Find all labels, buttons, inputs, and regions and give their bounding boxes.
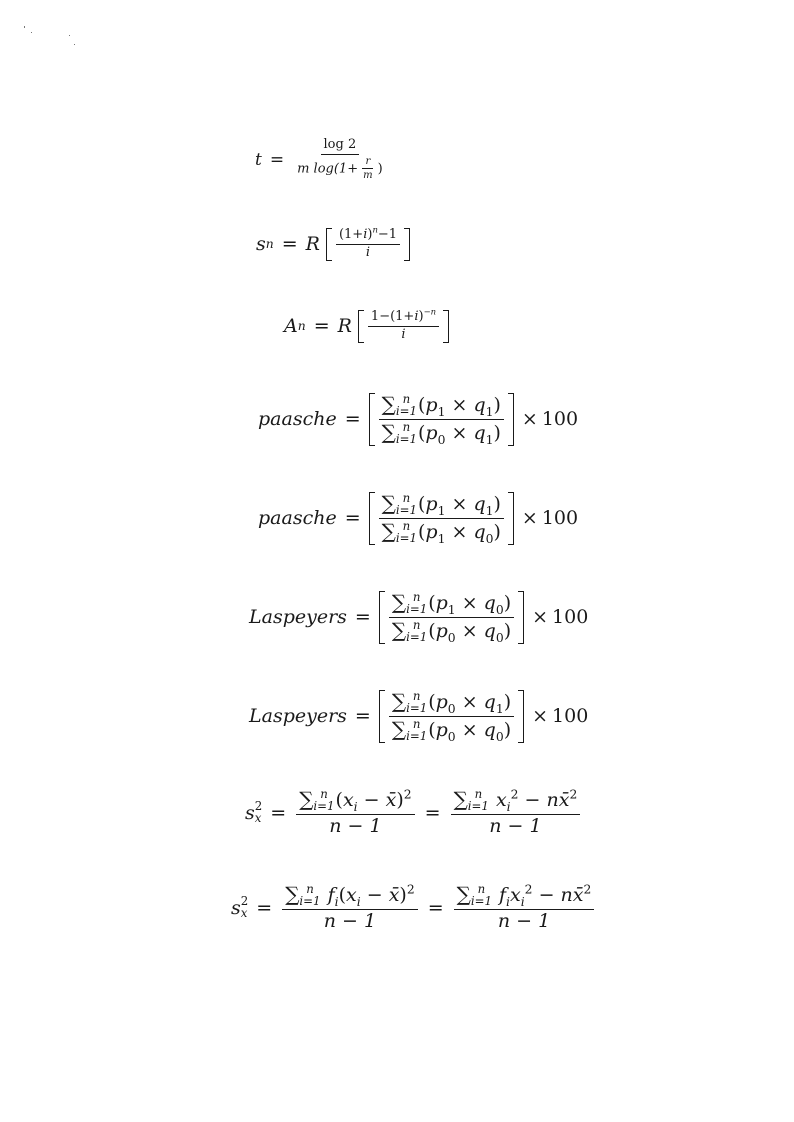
q-sub: 0 <box>485 531 494 546</box>
denominator: i <box>401 326 406 342</box>
sum-upper: n <box>402 519 411 533</box>
var-f: f <box>327 884 335 906</box>
paren: ( <box>417 421 426 444</box>
square-bracket <box>379 591 524 644</box>
sum-upper: n <box>474 787 483 802</box>
sum-upper: n <box>402 491 411 506</box>
coefficient: R <box>337 315 352 338</box>
lhs: Laspeyers <box>249 705 347 728</box>
times-sign: × <box>532 606 549 629</box>
paren: ( <box>417 394 426 416</box>
paren: ) <box>493 394 501 416</box>
coefficient: R <box>305 233 320 256</box>
numerator <box>296 788 414 815</box>
denominator <box>389 717 514 743</box>
fraction <box>389 690 514 743</box>
square: 2 <box>403 787 412 802</box>
square-bracket <box>369 393 514 446</box>
numerator-head: 1−(1+ <box>370 309 415 324</box>
equals-sign: = <box>354 705 371 728</box>
times: × <box>451 421 468 444</box>
f-sub: i <box>334 894 339 909</box>
left-bracket <box>369 492 375 545</box>
numerator <box>389 690 514 717</box>
sum-lower: i=1 <box>470 894 492 908</box>
denominator: n − 1 <box>497 909 551 932</box>
var-p: p <box>435 592 448 614</box>
inner-numerator: r <box>362 156 373 170</box>
q-sub: 1 <box>485 404 494 419</box>
var-n: n <box>546 789 559 811</box>
numerator <box>389 591 514 618</box>
p-sub: 0 <box>447 701 456 716</box>
times-sign: × <box>521 507 538 530</box>
equals-sign: = <box>269 149 285 170</box>
paren: ( <box>338 884 346 906</box>
scan-speck <box>24 26 25 28</box>
p-sub: 0 <box>437 432 446 447</box>
equals-sign: = <box>427 896 444 919</box>
sum-icon: ∑ <box>299 787 314 811</box>
fraction-1 <box>296 788 414 838</box>
times: × <box>461 592 478 614</box>
left-bracket <box>379 690 385 743</box>
sum-limits <box>406 592 427 616</box>
times: × <box>451 394 468 416</box>
paren: ) <box>399 884 407 906</box>
paren: ( <box>428 718 436 741</box>
sum-limits <box>468 789 489 813</box>
times-sign: × <box>521 408 538 431</box>
denominator: i <box>365 244 371 260</box>
inner-denominator: m <box>363 170 373 182</box>
times: × <box>451 520 468 543</box>
lhs: Laspeyers <box>249 606 347 629</box>
var-p: p <box>425 520 438 543</box>
fraction-1 <box>282 883 418 933</box>
equals-sign: = <box>281 233 298 256</box>
lhs: t <box>255 149 262 170</box>
equals-sign: = <box>424 801 441 824</box>
sum-lower: i=1 <box>395 431 417 446</box>
denominator <box>379 420 504 446</box>
square: 2 <box>406 882 415 897</box>
sum-limits <box>471 884 492 908</box>
formula-laspeyres-2 <box>249 690 588 743</box>
sum-upper: n <box>402 420 411 434</box>
right-bracket <box>518 591 524 644</box>
sum-limits <box>396 394 417 418</box>
var-q: q <box>473 520 486 543</box>
sum-upper: n <box>412 717 421 731</box>
numerator <box>379 492 504 519</box>
lhs: s <box>256 233 266 256</box>
p-sub: 1 <box>437 531 446 546</box>
x-sub: i <box>506 799 511 814</box>
p-sub: 1 <box>447 602 456 617</box>
lhs: s <box>245 801 255 824</box>
sum-lower: i=1 <box>406 602 428 616</box>
denominator <box>294 155 386 182</box>
formula-future-value-annuity: s n = R $\frac{(1+i)^n-1}{i}$ <box>256 228 410 261</box>
equals-sign: = <box>344 408 361 431</box>
scan-speck <box>74 44 75 45</box>
denominator: n − 1 <box>323 909 377 932</box>
equals-sign: = <box>313 315 330 338</box>
minus: − <box>363 789 380 811</box>
var-i: i <box>414 309 419 324</box>
formula-laspeyres-1 <box>249 591 588 644</box>
times: × <box>451 493 468 515</box>
sum-icon: ∑ <box>381 518 396 543</box>
var-x: x <box>342 789 354 811</box>
right-bracket <box>404 228 410 261</box>
paren: ) <box>493 520 501 543</box>
equals-sign: = <box>344 507 361 530</box>
equals-sign: = <box>256 896 273 919</box>
factor-100: 100 <box>552 606 589 629</box>
paren: ) <box>503 691 512 713</box>
denominator: n − 1 <box>329 814 382 837</box>
var-xbar: x̄ <box>558 789 570 811</box>
var-p: p <box>435 718 448 741</box>
denominator-prefix: m log(1+ <box>297 161 359 177</box>
fraction <box>379 492 504 545</box>
sum-upper: n <box>412 590 421 605</box>
numerator <box>379 393 504 420</box>
sum-upper: n <box>412 689 421 704</box>
lhs: paasche <box>258 408 337 431</box>
paren: ) <box>503 592 512 614</box>
minus: − <box>524 789 541 811</box>
lhs-superscript: 2 <box>240 894 249 909</box>
denominator: n − 1 <box>489 814 542 837</box>
q-sub: 1 <box>495 701 504 716</box>
denominator-suffix: ) <box>377 161 383 177</box>
square-bracket <box>369 492 514 545</box>
square: 2 <box>510 787 519 802</box>
fraction-2 <box>451 788 581 838</box>
lhs-superscript: 2 <box>254 799 263 814</box>
x-sub: i <box>353 799 358 814</box>
sum-upper: n <box>402 392 411 407</box>
sum-icon: ∑ <box>391 617 407 642</box>
sum-upper: n <box>320 787 328 802</box>
numerator <box>336 224 400 245</box>
formula-present-value-annuity: A n = R $\frac{1-(1+i)^{-n}}{i}$ <box>284 310 449 343</box>
p-sub: 1 <box>437 404 446 419</box>
sum-limits <box>396 521 417 545</box>
x-sub: i <box>356 894 361 909</box>
sum-limits <box>299 884 320 908</box>
var-q: q <box>483 619 496 642</box>
left-bracket <box>369 393 375 446</box>
formula-paasche-1 <box>258 393 578 446</box>
var-p: p <box>435 691 448 713</box>
numerator-base: (1+ <box>338 227 364 242</box>
q-sub: 1 <box>485 432 494 447</box>
times: × <box>461 619 478 642</box>
right-bracket <box>508 492 514 545</box>
var-x: x <box>346 884 357 906</box>
p-sub: 1 <box>437 503 446 518</box>
scan-speck <box>69 35 70 36</box>
formula-sample-variance <box>245 788 582 838</box>
fraction <box>368 306 439 343</box>
sum-limits <box>396 422 417 446</box>
times: × <box>461 691 478 713</box>
lhs: A <box>284 315 298 338</box>
numerator: log 2 <box>321 138 360 155</box>
minus: − <box>366 884 383 906</box>
numerator <box>451 788 581 815</box>
var-x: x <box>510 884 521 906</box>
equals-sign: = <box>270 801 287 824</box>
var-p: p <box>425 421 438 444</box>
var-q: q <box>473 421 486 444</box>
var-q: q <box>473 394 486 416</box>
var-f: f <box>499 884 507 906</box>
sum-lower: i=1 <box>406 629 428 644</box>
var-i: i <box>363 227 368 242</box>
times-sign: × <box>532 705 549 728</box>
var-xbar: x̄ <box>388 884 400 906</box>
var-p: p <box>425 493 438 515</box>
numerator-tail: −1 <box>377 227 398 242</box>
fraction <box>336 224 400 261</box>
equals-sign: = <box>354 606 371 629</box>
sum-upper: n <box>306 882 314 897</box>
p-sub: 0 <box>447 729 456 744</box>
sum-lower: i=1 <box>467 799 489 813</box>
sum-icon: ∑ <box>381 392 396 416</box>
paren: ( <box>428 619 436 642</box>
formula-paasche-2 <box>258 492 578 545</box>
paren: ( <box>428 592 436 614</box>
q-sub: 1 <box>485 503 494 518</box>
sum-limits <box>406 620 427 644</box>
numerator <box>454 883 595 910</box>
fraction-2 <box>454 883 595 933</box>
sum-icon: ∑ <box>391 689 407 713</box>
paren: ) <box>503 718 512 741</box>
var-x: x <box>495 789 507 811</box>
var-p: p <box>425 394 438 416</box>
sum-lower: i=1 <box>406 701 428 715</box>
fraction <box>294 138 386 182</box>
paren: ( <box>417 520 426 543</box>
x-sub: i <box>520 894 525 909</box>
lhs-scripts <box>241 896 249 920</box>
right-bracket <box>508 393 514 446</box>
fraction <box>389 591 514 644</box>
formula-sample-variance-weighted <box>231 883 596 933</box>
var-xbar: x̄ <box>572 884 584 906</box>
denominator <box>389 618 514 644</box>
q-sub: 0 <box>495 729 504 744</box>
right-bracket <box>518 690 524 743</box>
inner-fraction <box>360 156 375 182</box>
numerator <box>282 883 418 910</box>
sum-limits <box>406 719 427 743</box>
var-q: q <box>483 592 496 614</box>
factor-100: 100 <box>541 408 579 431</box>
sum-icon: ∑ <box>453 787 468 811</box>
minus: − <box>538 884 555 906</box>
f-sub: i <box>506 894 510 909</box>
sum-upper: n <box>412 618 421 632</box>
right-bracket <box>443 310 449 343</box>
sum-lower: i=1 <box>313 799 335 813</box>
sum-lower: i=1 <box>406 728 428 743</box>
denominator <box>379 519 504 545</box>
paren-close: ) <box>367 227 373 242</box>
left-bracket <box>326 228 332 261</box>
sum-lower: i=1 <box>395 404 417 418</box>
lhs-subscript: x <box>254 810 262 825</box>
q-sub: 0 <box>495 602 504 617</box>
paren: ( <box>428 691 436 713</box>
var-q: q <box>473 493 486 515</box>
var-q: q <box>483 718 496 741</box>
lhs-subscript: x <box>240 905 248 920</box>
lhs: s <box>231 896 241 919</box>
var-xbar: x̄ <box>385 789 397 811</box>
paren: ) <box>503 619 512 642</box>
paren: ) <box>396 789 404 811</box>
var-n: n <box>560 884 573 906</box>
paren: ( <box>417 493 426 515</box>
sum-icon: ∑ <box>391 716 407 741</box>
sum-lower: i=1 <box>299 894 321 908</box>
sum-icon: ∑ <box>381 491 396 515</box>
formula-doubling-time <box>255 138 388 182</box>
sum-limits <box>406 691 427 715</box>
factor-100: 100 <box>552 705 589 728</box>
numerator <box>368 306 439 327</box>
paren: ) <box>493 421 501 444</box>
lhs-scripts <box>255 801 263 825</box>
fraction <box>379 393 504 446</box>
sum-icon: ∑ <box>391 590 407 614</box>
times: × <box>461 718 478 741</box>
paren: ) <box>493 493 501 515</box>
square: 2 <box>524 882 533 897</box>
sum-lower: i=1 <box>395 530 417 545</box>
var-q: q <box>483 691 496 713</box>
p-sub: 0 <box>447 630 456 645</box>
left-bracket <box>358 310 364 343</box>
left-bracket <box>379 591 385 644</box>
sum-icon: ∑ <box>285 882 300 906</box>
sum-limits <box>396 493 417 517</box>
paren: ( <box>335 789 343 811</box>
square: 2 <box>569 787 578 802</box>
sum-upper: n <box>477 882 486 897</box>
sum-icon: ∑ <box>381 419 396 444</box>
square-bracket <box>379 690 524 743</box>
lhs: paasche <box>258 507 337 530</box>
scan-speck <box>31 32 32 33</box>
q-sub: 0 <box>495 630 504 645</box>
paren-close: ) <box>418 309 424 324</box>
var-p: p <box>435 619 448 642</box>
sum-icon: ∑ <box>456 882 471 906</box>
exponent: n <box>372 224 378 235</box>
sum-limits <box>313 789 334 813</box>
exponent: −n <box>423 306 437 317</box>
square: 2 <box>583 882 592 897</box>
factor-100: 100 <box>541 507 579 530</box>
sum-lower: i=1 <box>395 503 417 517</box>
